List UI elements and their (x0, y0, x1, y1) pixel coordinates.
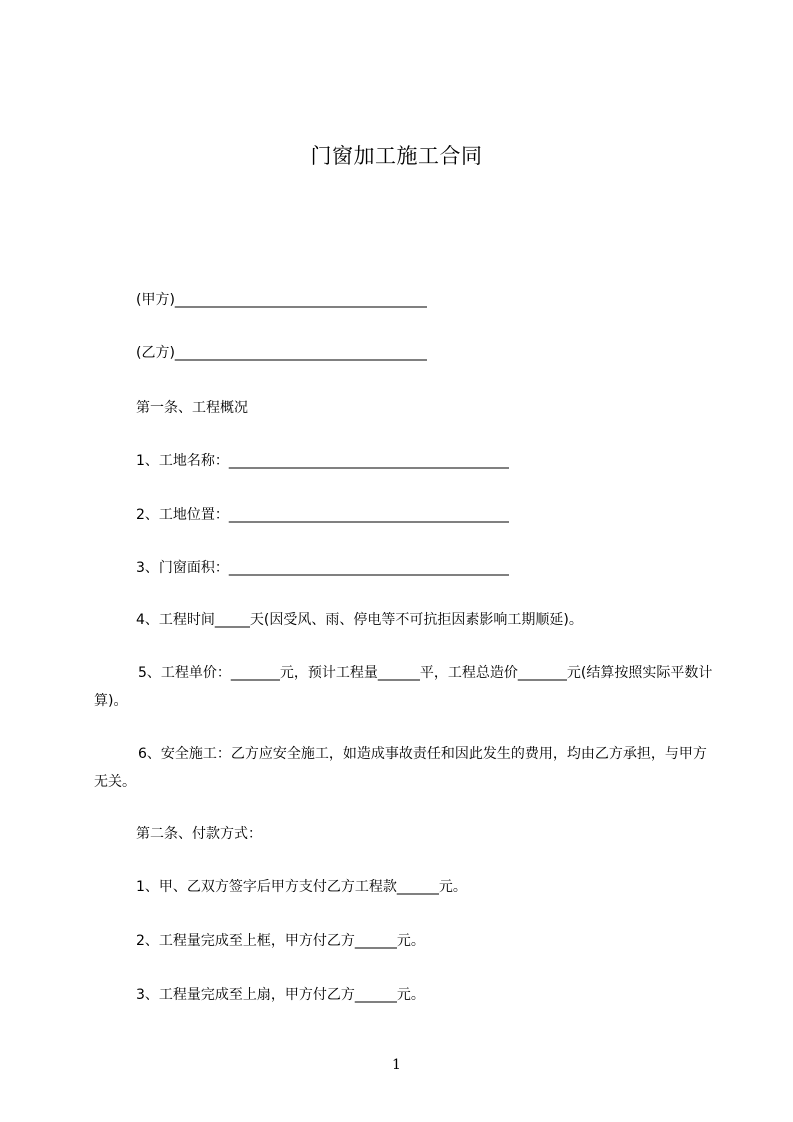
article-2-heading: 第二条、付款方式： (136, 826, 262, 842)
unit-price-paragraph: 5、工程单价：_______元，预计工程量______平，工程总造价_______元(结算按照实际平数计算)。 (94, 665, 713, 709)
payment-3-line: 3、工程量完成至上扇，甲方付乙方______元。 (136, 987, 425, 1003)
site-name-line: 1、工地名称：________________________________________ (136, 453, 509, 469)
page-number: 1 (392, 1057, 401, 1073)
payment-1-line: 1、甲、乙双方签字后甲方支付乙方工程款______元。 (136, 879, 467, 895)
duration-line: 4、工程时间_____天(因受风、雨、停电等不可抗拒因素影响工期顺延)。 (136, 612, 583, 628)
party-a-line: (甲方)____________________________________ (136, 292, 427, 308)
safety-paragraph: 6、安全施工：乙方应安全施工，如造成事故责任和因此发生的费用，均由乙方承担，与甲方无关。 (94, 746, 707, 790)
article-1-heading: 第一条、工程概况 (136, 400, 248, 416)
party-b-line: (乙方)____________________________________ (136, 345, 427, 361)
document-title: 门窗加工施工合同 (310, 144, 483, 168)
payment-2-line: 2、工程量完成至上框，甲方付乙方______元。 (136, 933, 425, 949)
window-area-line: 3、门窗面积：________________________________________ (136, 560, 509, 576)
site-location-line: 2、工地位置：________________________________________ (136, 507, 509, 523)
